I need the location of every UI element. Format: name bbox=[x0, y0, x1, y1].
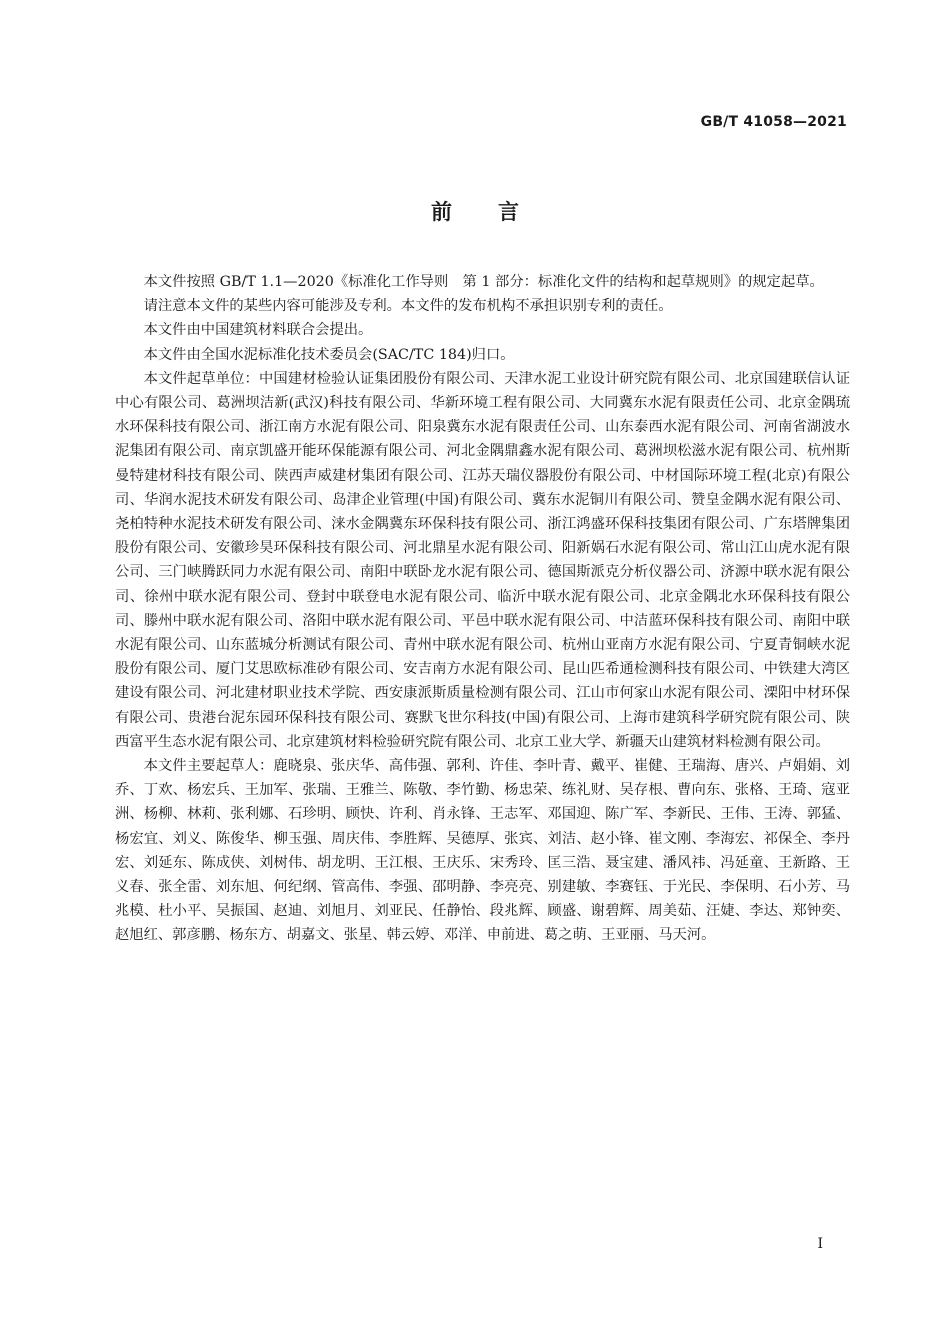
paragraph-drafting-organizations: 本文件起草单位：中国建材检验认证集团股份有限公司、天津水泥工业设计研究院有限公司、北京国建联信认证中心有限公司、葛洲坝洁新(武汉)科技有限公司、华新环境工程有限公司、大同冀东水泥有限责任公司、北京金隅琉水环保科技有限公司、浙江南方水泥有限公司、阳泉冀东水泥有限责任公司、山东泰西水泥有限公司、河南省湖波水泥集团有限公司、南京凯盛开能环保能源有限公司、河北金隅鼎鑫水泥有限公司、葛洲坝松滋水泥有限公司、杭州斯曼特建材科技有限公司、陕西声威建材集团有限公司、江苏天瑞仪器股份有限公司、中材国际环境工程(北京)有限公司、华润水泥技术研发有限公司、岛津企业管理(中国)有限公司、冀东水泥铜川有限公司、赞皇金隅水泥有限公司、尧柏特种水泥技术研发有限公司、涞水金隅冀东环保科技有限公司、浙江鸿盛环保科技集团有限公司、广东塔牌集团股份有限公司、安徽珍昊环保科技有限公司、河北鼎星水泥有限公司、阳新娲石水泥有限公司、常山江山虎水泥有限公司、三门峡腾跃同力水泥有限公司、南阳中联卧龙水泥有限公司、德国斯派克分析仪器公司、济源中联水泥有限公司、徐州中联水泥有限公司、登封中联登电水泥有限公司、临沂中联水泥有限公司、北京金隅北水环保科技有限公司、滕州中联水泥有限公司、洛阳中联水泥有限公司、平邑中联水泥有限公司、中洁蓝环保科技有限公司、南阳中联水泥有限公司、山东蓝城分析测试有限公司、青州中联水泥有限公司、杭州山亚南方水泥有限公司、宁夏青铜峡水泥股份有限公司、厦门艾思欧标准砂有限公司、安吉南方水泥有限公司、昆山匹希通检测科技有限公司、中铁建大湾区建设有限公司、河北建材职业技术学院、西安康派斯质量检测有限公司、江山市何家山水泥有限公司、溧阳中材环保有限公司、贵港台泥东园环保科技有限公司、赛默飞世尔科技(中国)有限公司、上海市建筑科学研究院有限公司、陕西富平生态水泥有限公司、北京建筑材料检验研究院有限公司、北京工业大学、新疆天山建筑材料检测有限公司。 bbox=[115, 370, 850, 750]
page-number: I bbox=[817, 1236, 823, 1252]
paragraph-drafting-rules: 本文件按照 GB/T 1.1—2020《标准化工作导则 第 1 部分：标准化文件的结构和起草规则》的规定起草。 bbox=[143, 274, 824, 290]
paragraph-committee: 本文件由全国水泥标准化技术委员会(SAC/TC 184)归口。 bbox=[143, 346, 515, 363]
paragraph-drafters: 本文件主要起草人：鹿晓泉、张庆华、高伟强、郭利、许佳、李叶青、戴平、崔健、王瑞海、唐兴、卢娟娟、刘乔、丁欢、杨宏兵、王加军、张瑞、王雅兰、陈敬、李竹勤、杨忠荣、练礼财、吴存根、曹向东、张格、王琦、寇亚洲、杨柳、林莉、张利娜、石珍明、顾快、许利、肖永锋、王志军、邓国迎、陈广军、李新民、王伟、王涛、郭猛、杨宏宜、刘义、陈俊华、柳玉强、周庆伟、李胜辉、吴德厚、张宾、刘洁、赵小锋、崔文刚、李海宏、祁保全、李丹宏、刘延东、陈成侠、刘树伟、胡龙明、王江根、王庆乐、宋秀玲、匡三浩、聂宝建、潘风祎、冯延童、王新路、王义春、张全雷、刘东旭、何纪纲、管高伟、李强、邵明静、李亮亮、别建敏、李赛钰、于光民、李保明、石小芳、马兆模、杜小平、吴振国、赵迪、刘旭月、刘亚民、任静怡、段兆辉、顾盛、谢碧辉、周美茹、汪婕、李达、郑钟奕、赵旭红、郭彦鹏、杨东方、胡嘉文、张星、韩云婷、邓洋、申前进、葛之萌、王亚丽、马天河。 bbox=[115, 758, 850, 944]
paragraph-proposer: 本文件由中国建筑材料联合会提出。 bbox=[143, 322, 373, 339]
paragraph-patent-notice: 请注意本文件的某些内容可能涉及专利。本文件的发布机构不承担识别专利的责任。 bbox=[143, 298, 673, 315]
preface-body bbox=[115, 270, 850, 948]
page-title: 前言 bbox=[431, 200, 565, 224]
standard-number: GB/T 41058—2021 bbox=[700, 114, 847, 130]
